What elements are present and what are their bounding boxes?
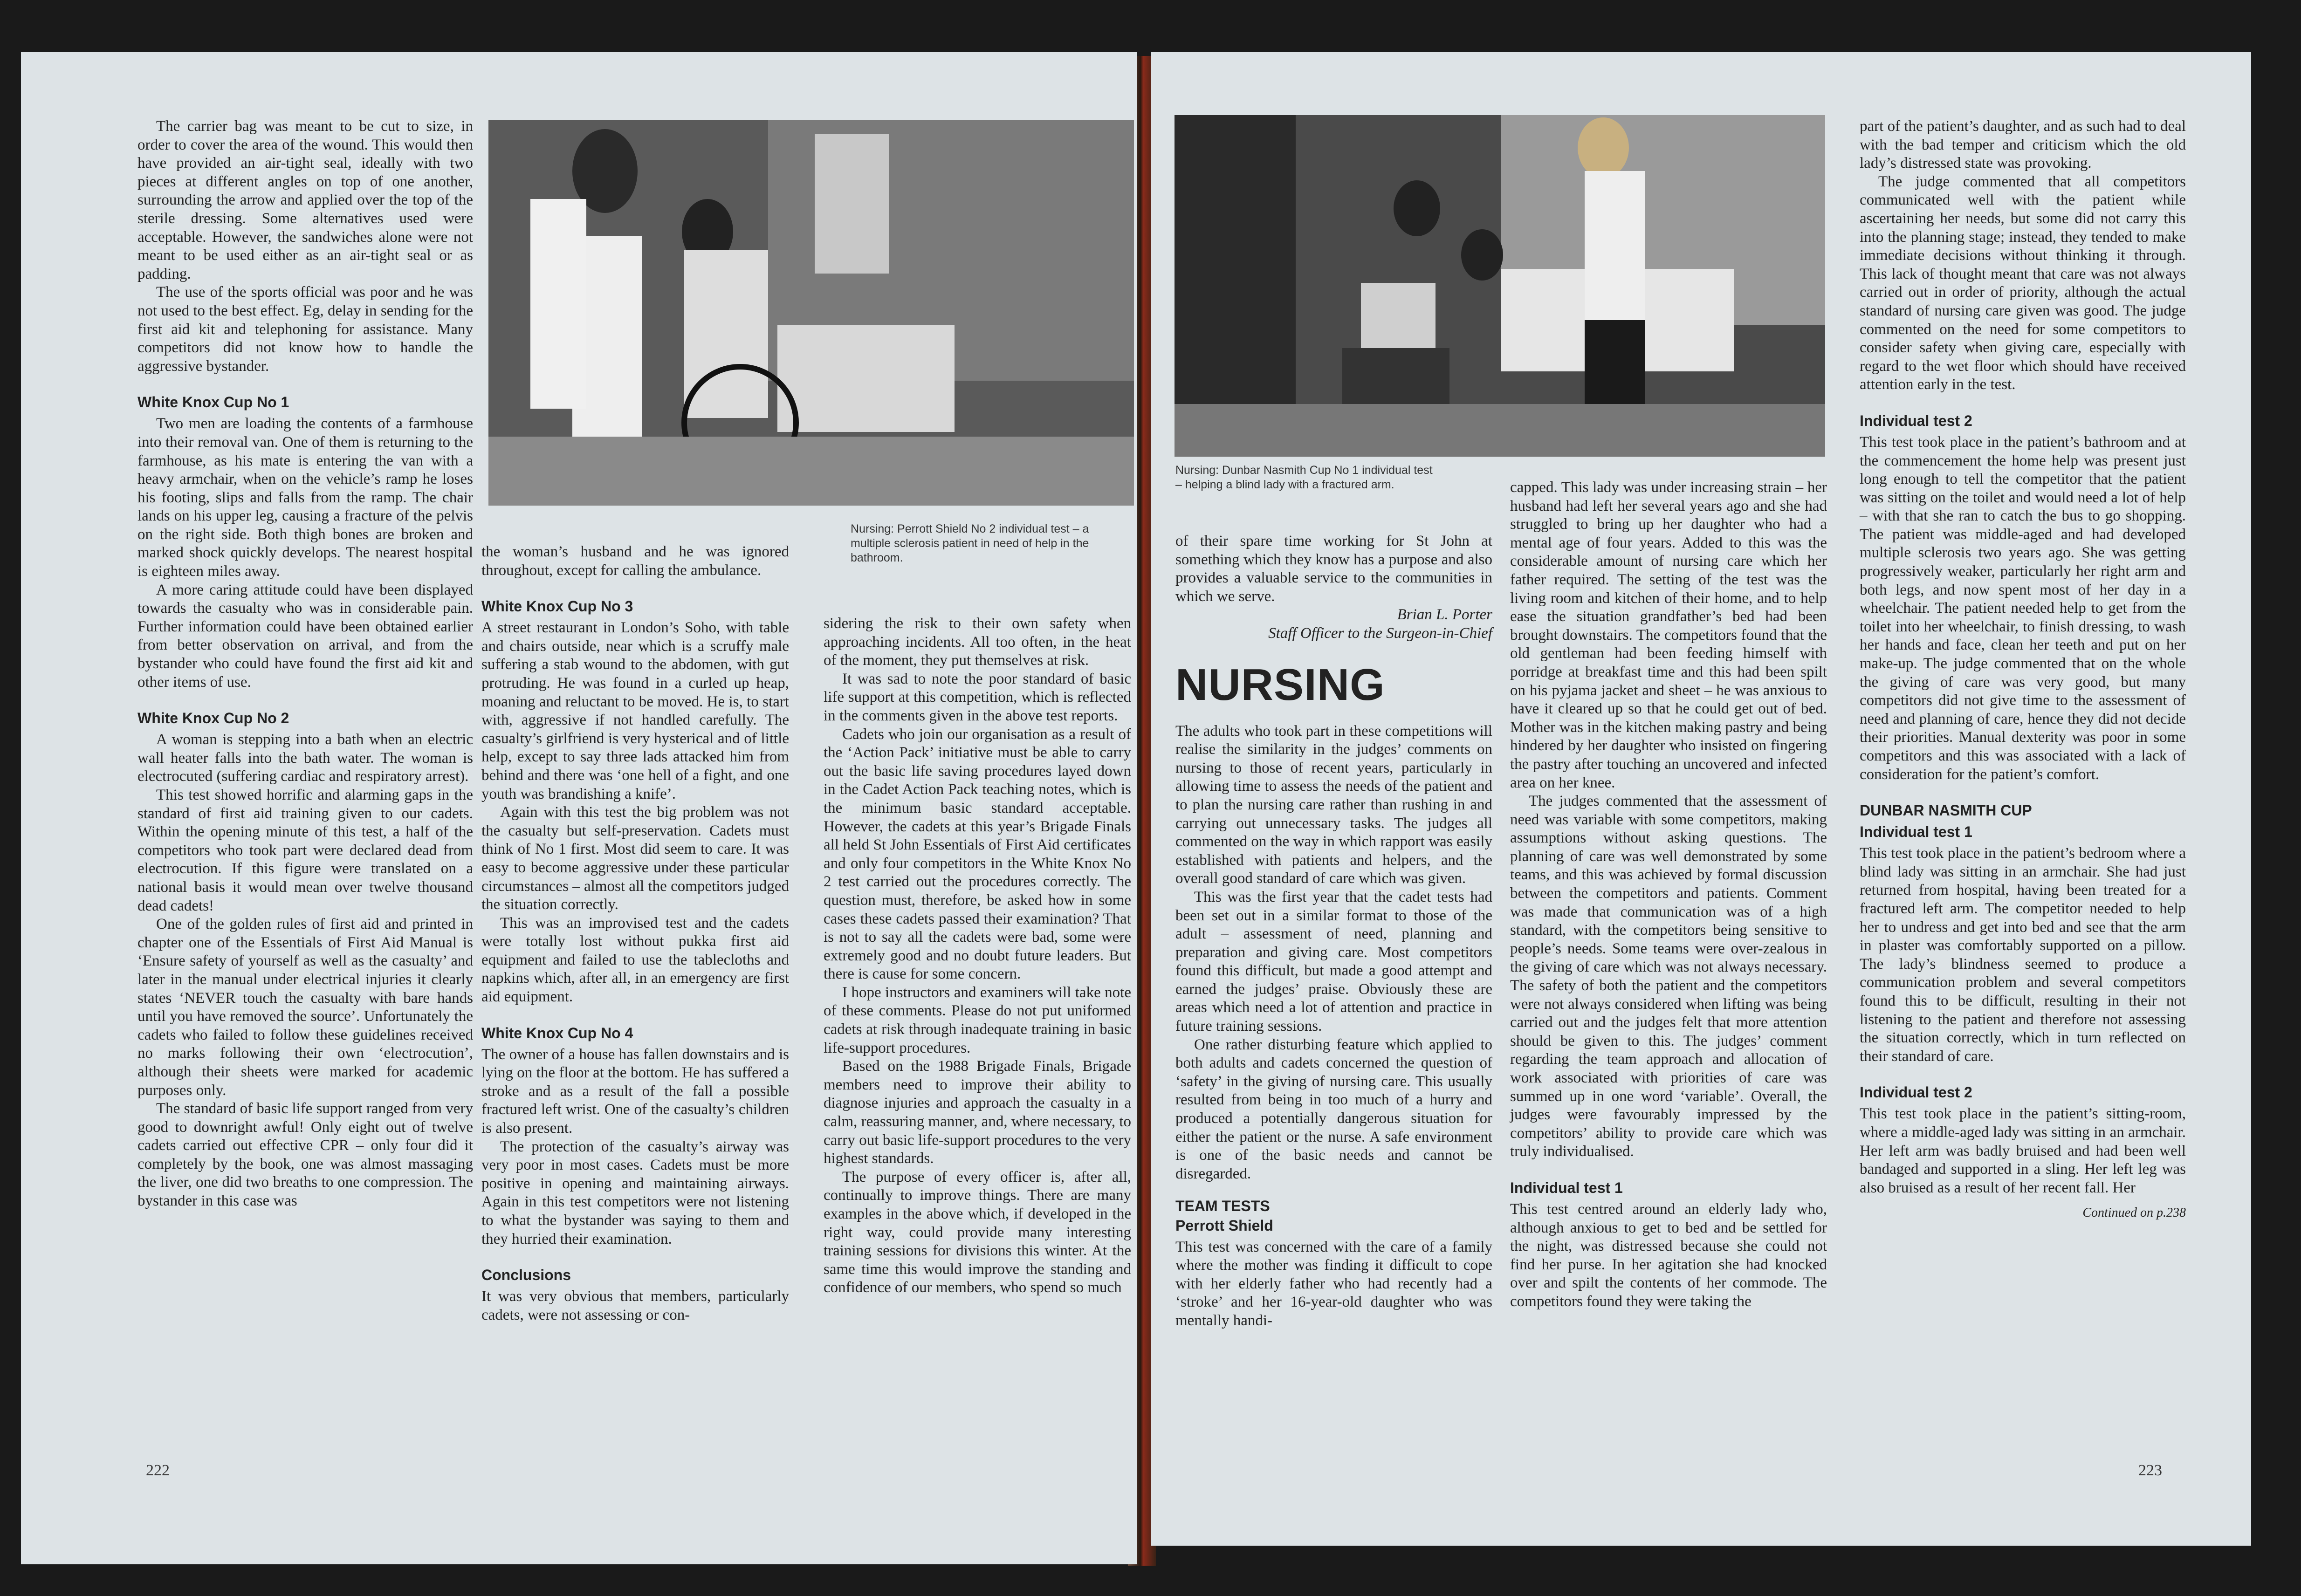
section-heading: Individual test 2 (1860, 1084, 1972, 1101)
section-heading: DUNBAR NASMITH CUP (1860, 802, 2032, 819)
paragraph: Two men are loading the contents of a farmhouse into their removal van. One of them is returning to the farmhouse, as his mate is entering the van with a heavy armchair, when on the vehicle’s ramp he loses his footing, slips and falls from the ramp. The chair lands on his upper leg, causing a fracture of the pelvis on the right side. Both thigh bones are broken and marked shock quickly develops. The nearest hospital is eighteen miles away. (137, 415, 473, 580)
paragraph: A woman is stepping into a bath when an electric wall heater falls into the bath water. The woman is electrocuted (suffering cardiac and respiratory arrest). (137, 731, 473, 785)
paragraph: One of the golden rules of first aid and printed in chapter one of the Essentials of First Aid Manual is ‘Ensure safety of yourself as well as the casualty’ and later in the manual under electrical injuries it clearly states ‘NEVER touch the casualty with bare hands until you have removed the source’. Unfortunately the cadets who failed to follow these guidelines received no marks following their own ‘electrocution’, although their sheets were marked for academic purposes only. (137, 916, 473, 1099)
right-column-3-body (1860, 117, 2186, 1197)
paragraph: The purpose of every officer is, after all, continually to improve things. There are many examples in the above which, if developed in the right way, could provide many interesting training sessions for divisions this winter. At the same time this would improve the standing and confidence of our members, who spend so much (824, 1168, 1131, 1296)
signature-name: Brian L. Porter (1397, 606, 1492, 623)
paragraph: This test took place in the patient’s bathroom and at the commencement the home help was present just long enough to tell the competitor that the patient was sitting on the toilet and would need a lot of help – with that she ran to catch the bus to go shopping. The patient was middle-aged and had developed multiple sclerosis two years ago. She was getting progressively weaker, particularly her right arm and both legs, and now spent most of her day in a wheelchair. The patient needed help to get from the toilet into her wheelchair, to finish dressing, to wash her hands and face, clean her teeth and put on her make-up. The judge commented that on the whole the giving of care was very good, but many competitors did not give time to the assessment of need and planning of care, hence they did not decide their priorities. Manual dexterity was poor in some competitors and this was associated with a lack of consideration for the patient’s comfort. (1860, 433, 2186, 783)
nursing-intro (1175, 722, 1492, 1184)
paragraph: This test took place in the patient’s bedroom where a blind lady was sitting in an armchair. She had just returned from hospital, having been treated for a fractured left arm. The competitor needed to help her to undress and get into bed and see that the arm in plaster was comfortably supported on a pillow. The lady’s blindness seemed to produce a communication problem and several competitors found this to be difficult, resulting in their not listening to the patient and therefore not assessing the situation correctly, which in turn reflected on their standard of care. (1860, 845, 2186, 1065)
right-page (1151, 52, 2251, 1546)
left-column-2 (481, 543, 789, 1324)
closing-paragraph: of their spare time working for St John at something which they know has a purpose and also provides a valuable service to the communities in which we serve. (1175, 533, 1492, 605)
paragraph: This test centred around an elderly lady who, although anxious to get to bed and be settled for the night, was distressed because she could not find her purse. In her agitation she had knocked over and spilt the contents of her commode. The competitors found they were taking the (1510, 1200, 1827, 1310)
left-page (21, 52, 1137, 1564)
section-heading: White Knox Cup No 1 (137, 394, 289, 411)
section-heading: Individual test 1 (1860, 823, 1972, 841)
section-heading: Individual test 1 (1510, 1179, 1623, 1196)
paragraph: The standard of basic life support ranged from very good to downright awful! Only eight out of twelve cadets carried out effective CPR – only four did it completely by the book, one was almost massaging the liver, one did two breaths to one compression. The bystander in this case was (137, 1100, 473, 1210)
paragraph: the woman’s husband and he was ignored throughout, except for calling the ambulance. (481, 543, 789, 579)
section-heading: White Knox Cup No 3 (481, 598, 633, 615)
paragraph: This was the first year that the cadet tests had been set out in a similar format to those of the adult – assessment of need, planning and preparation and giving care. Most competitors found this difficult, but made a good attempt and earned the judges’ praise. Obviously these are areas which need a lot of attention and practice in future training sessions. (1175, 888, 1492, 1035)
team-tests-heading: TEAM TESTS (1175, 1198, 1270, 1215)
bedroom-photo (1175, 115, 1825, 457)
continued-note: Continued on p.238 (2082, 1206, 2186, 1220)
left-column-3 (824, 615, 1131, 1297)
left-column-1 (137, 117, 473, 1211)
perrott-shield-heading: Perrott Shield (1175, 1217, 1273, 1234)
right-column-1 (1175, 532, 1492, 1330)
section-heading: White Knox Cup No 2 (137, 710, 289, 727)
bathroom-photo (488, 120, 1134, 506)
paragraph: The protection of the casualty’s airway was very poor in most cases. Cadets must be more positive in opening and maintaining airways. Again in this test competitors were not listening to what the bystander was saying to them and they hurried their examination. (481, 1138, 789, 1247)
paragraph: A more caring attitude could have been displayed towards the casualty who was in considerable pain. Further information could have been obtained earlier from better observation on arrival, and from the bystander who could have found the first aid kit and other items of use. (137, 581, 473, 691)
paragraph: sidering the risk to their own safety when approaching incidents. All too often, in the heat of the moment, they put themselves at risk. (824, 615, 1131, 669)
left-photo-caption: Nursing: Perrott Shield No 2 individual test – a multiple sclerosis patient in need of help in the bathroom. (851, 522, 1089, 564)
paragraph: Cadets who join our organisation as a result of the ‘Action Pack’ initiative must be able to carry out the basic life saving procedures layed down in the Cadet Action Pack teaching notes, which is the minimum basic standard acceptable. However, the cadets at this year’s Brigade Finals all held St John Essentials of First Aid certificates and only four competitors in the White Knox No 2 test carried out the procedures correctly. The question must, therefore, be asked how in some cases these cadets passed their examination? That is not to say all the cadets were bad, some were extremely good and no doubt future leaders. But there is cause for some concern. (824, 726, 1131, 983)
paragraph: It was sad to note the poor standard of basic life support at this competition, which is reflected in the comments given in the above test reports. (824, 670, 1131, 724)
right-page-number: 223 (2138, 1462, 2162, 1479)
paragraph: A street restaurant in London’s Soho, with table and chairs outside, near which is a scruffy male suffering a stab wound to the abdomen, with gut protruding. He was found in a curled up heap, moaning and reluctant to be moved. He is, to start with, aggressive if not handled carefully. The casualty’s girlfriend is very hysterical and of little help, except to say three lads attacked him from behind and there was ‘one hell of a fight, and one youth was brandishing a knife’. (481, 619, 789, 802)
paragraph: The use of the sports official was poor and he was not used to the best effect. Eg, delay in sending for the first aid kit and telephoning for assistance. Many competitors did not know how to handle the aggressive bystander. (137, 284, 473, 375)
right-column-2 (1510, 479, 1827, 1311)
section-title: NURSING (1175, 659, 1385, 710)
paragraph: The judges commented that the assessment of need was variable with some competitors, making assumptions without asking questions. The planning of care was well demonstrated by some teams, and this was achieved by formal discussion between the competitors and patients. Comment was made that communication was of a high standard, with the competitors being sensitive to people’s needs. Some teams were over-zealous in the giving of care which was not always necessary. The safety of both the patient and the competitors were not always considered when lifting was being carried out and the judges felt that more attention should be given to this. The judges’ comment regarding the team approach and allocation of work associated with priorities of care was summed up in one word ‘variable’. Overall, the judges were favourably impressed by the competitors’ ability to provide care which was truly individualised. (1510, 793, 1827, 1160)
right-column-3 (1860, 117, 2186, 1222)
right-photo-caption: Nursing: Dunbar Nasmith Cup No 1 individual test – helping a blind lady with a fractured arm. (1175, 464, 1433, 491)
paragraph: part of the patient’s daughter, and as such had to deal with the bad temper and criticism which the old lady’s distressed state was provoking. (1860, 118, 2186, 172)
section-heading: Conclusions (481, 1267, 571, 1284)
section-heading: White Knox Cup No 4 (481, 1024, 633, 1041)
paragraph: The owner of a house has fallen downstairs and is lying on the floor at the bottom. He has suffered a stroke and as a result of the fall a possible fractured left wrist. One of the casualty’s children is also present. (481, 1046, 789, 1137)
section-heading: Individual test 2 (1860, 412, 1972, 429)
paragraph: This test took place in the patient’s sitting-room, where a middle-aged lady was sitting in an armchair. Her left arm was badly bruised and had been well bandaged and supported in a sling. Her left leg was also bruised as a result of her recent fall. Her (1860, 1105, 2186, 1196)
paragraph: One rather disturbing feature which applied to both adults and cadets concerned the question of ‘safety’ in the giving of nursing care. This usually resulted from being in too much of a hurry and produced a potentially dangerous situation for either the patient or the nurse. A safe environment is one of the basic needs and cannot be disregarded. (1175, 1036, 1492, 1182)
paragraph: The judge commented that all competitors communicated well with the patient while ascertaining her needs, but some did not carry this into the planning stage; instead, they tended to make immediate decisions without thinking it through. This lack of thought meant that care was not always carried out in order of priority, although the actual standard of nursing care given was good. The judge commented on the need for some competitors to consider safety when giving care, especially with regard to the wet floor which should have received attention early in the test. (1860, 173, 2186, 393)
perrott-shield-text: This test was concerned with the care of a family where the mother was finding it difficult to cope with her elderly father who had recently had a ‘stroke’ and her 16-year-old daughter who was mentally handi- (1175, 1238, 1492, 1329)
paragraph: It was very obvious that members, particularly cadets, were not assessing or con- (481, 1288, 789, 1323)
paragraph: This was an improvised test and the cadets were totally lost without pukka first aid equipment and failed to use the tablecloths and napkins which, after all, in an emergency are first aid equipment. (481, 914, 789, 1006)
paragraph: capped. This lady was under increasing strain – her husband had left her several years ago and she had struggled to bring up her daughter who had a mental age of four years. Added to this was the considerable amount of nursing care which her father required. The setting of the test was the living room and kitchen of their home, and to help ease the situation grandfather’s bed had been brought downstairs. The competitors found that the old gentleman had been feeding himself with porridge at breakfast time and this had been spilt on his pyjama jacket and sheet – he was anxious to have it cleared up so that he could get out of bed. Mother was in the kitchen making pastry and being hindered by her daughter who insisted on fingering the pastry after touching an uncovered and infected area on her knee. (1510, 479, 1827, 791)
signature-title: Staff Officer to the Surgeon-in-Chief (1268, 624, 1492, 642)
paragraph: Again with this test the big problem was not the casualty but self-preservation. Cadets must think of No 1 first. Most did seem to care. It was easy to become aggressive under these particular circumstances – almost all the competitors judged the situation correctly. (481, 804, 789, 913)
paragraph: The adults who took part in these competitions will realise the similarity in the judges’ comments on nursing to those of recent years, particularly in allowing time to assess the needs of the patient and to plan the nursing care rather than rushing in and carrying out unnecessary tasks. The judges all commented on the way in which rapport was easily established with patients and helpers, and the overall good standard of care which was given. (1175, 722, 1492, 887)
left-page-number: 222 (146, 1462, 170, 1479)
paragraph: The carrier bag was meant to be cut to size, in order to cover the area of the wound. This would then have provided an air-tight seal, ideally with two pieces at different angles on top of one another, surrounding the arrow and applied over the top of the sterile dressing. Some alternatives used were acceptable. However, the sandwiches alone were not meant to be used either as an air-tight seal or as padding. (137, 118, 473, 282)
paragraph: I hope instructors and examiners will take note of these comments. Please do not put uniformed cadets at risk through inadequate training in basic life-support procedures. (824, 984, 1131, 1056)
paragraph: Based on the 1988 Brigade Finals, Brigade members need to improve their ability to diagnose injuries and approach the casualty in a calm, reassuring manner, and, where necessary, to carry out basic life-support procedures to the very highest standards. (824, 1058, 1131, 1167)
paragraph: This test showed horrific and alarming gaps in the standard of first aid training given to our cadets. Within the opening minute of this test, a half of the competitors who took part were declared dead from electrocution. If this figure were translated on a national basis it would mean over twelve thousand dead cadets! (137, 787, 473, 914)
